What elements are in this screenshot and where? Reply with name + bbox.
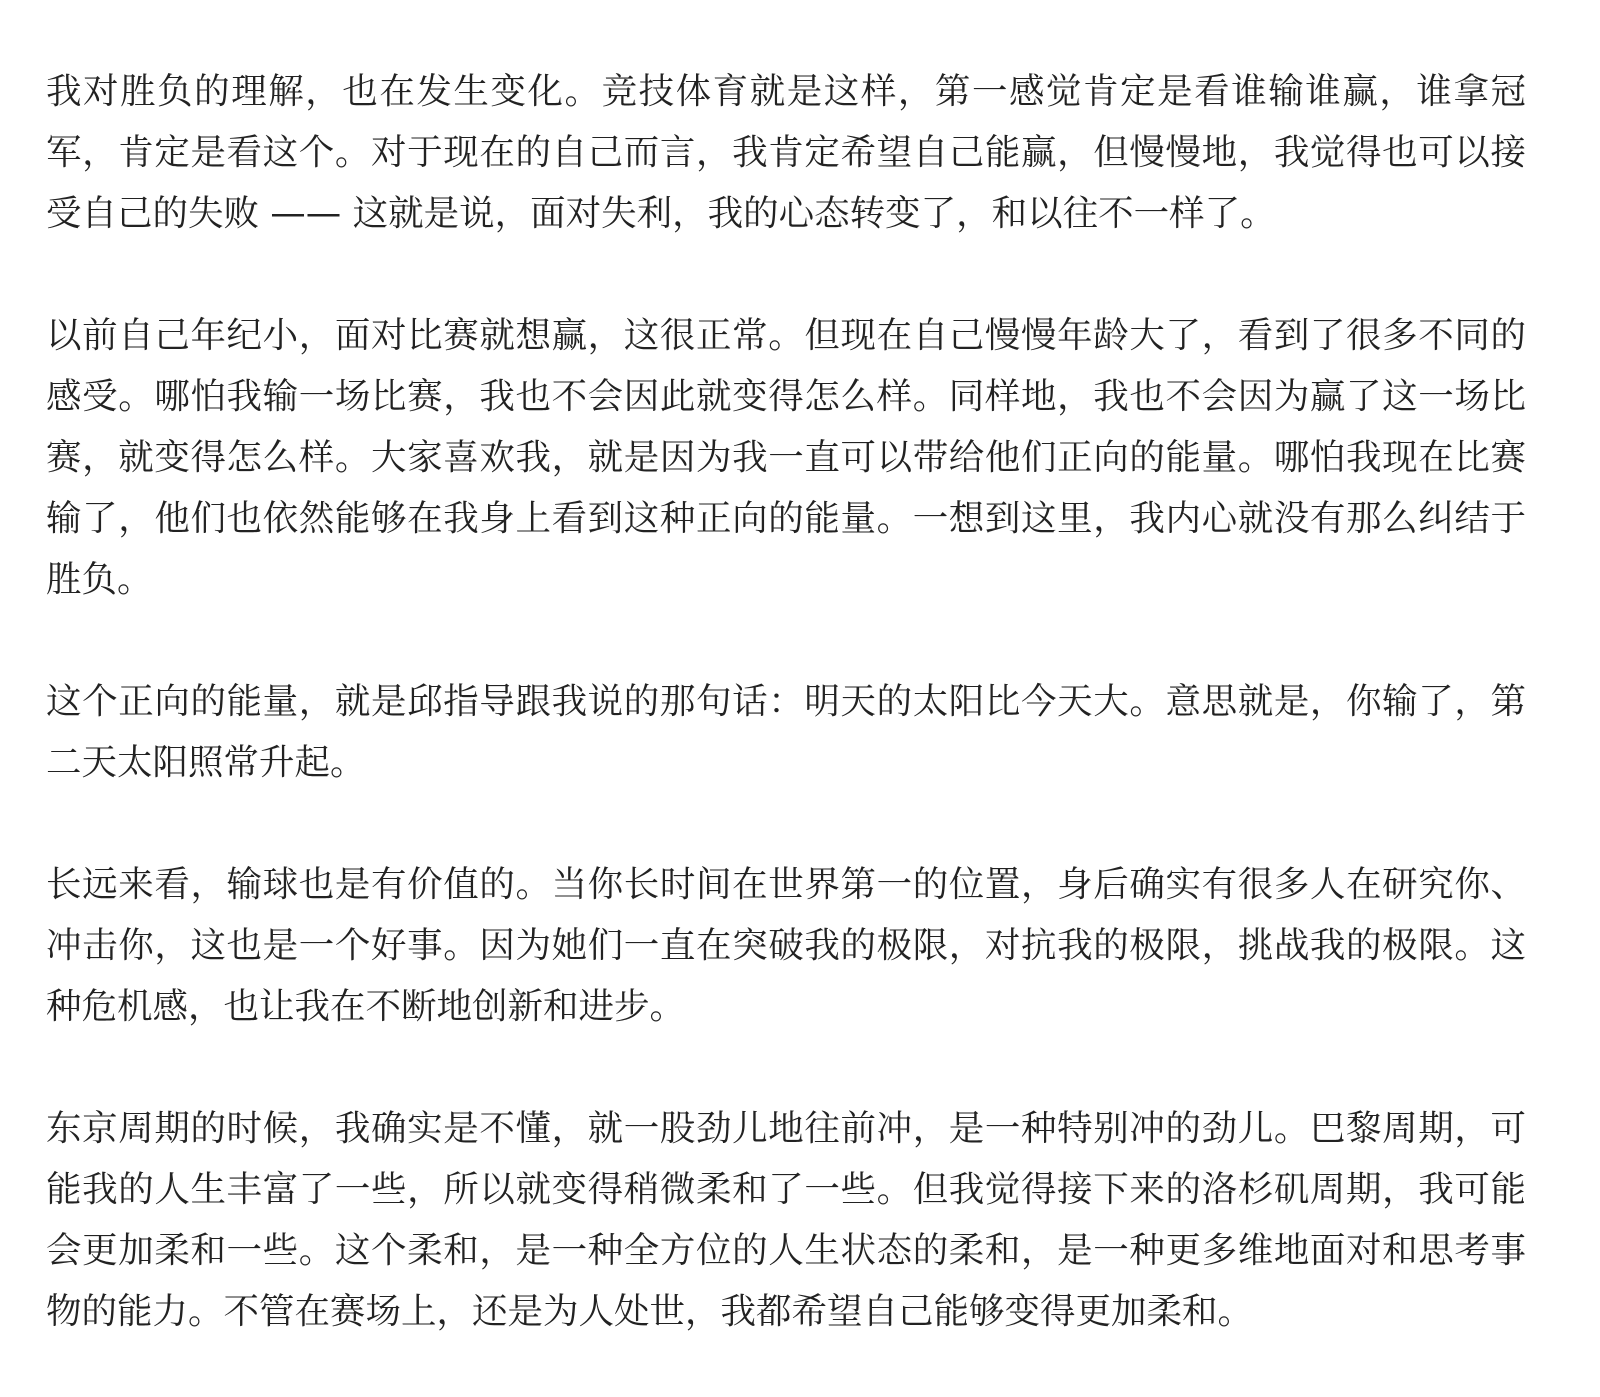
paragraph-2: 以前自己年纪小，面对比赛就想赢，这很正常。但现在自己慢慢年龄大了，看到了很多不同的感受。哪怕我输一场比赛，我也不会因此就变得怎么样。同样地，我也不会因为赢了这一场比赛，就变得怎么样。大家喜欢我，就是因为我一直可以带给他们正向的能量。哪怕我现在比赛输了，他们也依然能够在我身上看到这种正向的能量。一想到这里，我内心就没有那么纠结于胜负。	[46, 315, 1526, 600]
paragraph-3: 这个正向的能量，就是邱指导跟我说的那句话：明天的太阳比今天大。意思就是，你输了，第二天太阳照常升起。	[46, 681, 1526, 783]
paragraph-4: 长远来看，输球也是有价值的。当你长时间在世界第一的位置，身后确实有很多人在研究你、冲击你，这也是一个好事。因为她们一直在突破我的极限，对抗我的极限，挑战我的极限。这种危机感，也让我在不断地创新和进步。	[46, 864, 1526, 1027]
article-body	[46, 61, 1526, 1342]
paragraph-1: 我对胜负的理解，也在发生变化。竞技体育就是这样，第一感觉肯定是看谁输谁赢，谁拿冠军，肯定是看这个。对于现在的自己而言，我肯定希望自己能赢，但慢慢地，我觉得也可以接受自己的失败 —— 这就是说，面对失利，我的心态转变了，和以往不一样了。	[46, 71, 1526, 234]
paragraph-5: 东京周期的时候，我确实是不懂，就一股劲儿地往前冲，是一种特别冲的劲儿。巴黎周期，可能我的人生丰富了一些，所以就变得稍微柔和了一些。但我觉得接下来的洛杉矶周期，我可能会更加柔和一些。这个柔和，是一种全方位的人生状态的柔和，是一种更多维地面对和思考事物的能力。不管在赛场上，还是为人处世，我都希望自己能够变得更加柔和。	[46, 1108, 1526, 1332]
